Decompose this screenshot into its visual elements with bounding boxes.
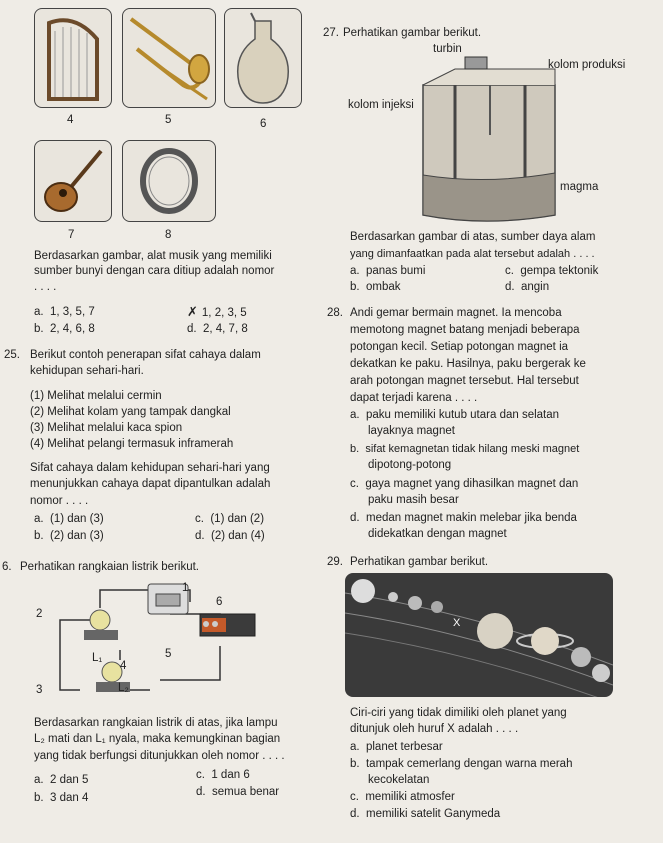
q29-option-a[interactable] xyxy=(350,740,443,754)
guitar-icon xyxy=(35,141,111,221)
q29-number: 29. xyxy=(327,556,343,568)
q24-option-d[interactable] xyxy=(187,322,248,336)
circuit-label-1: 1 xyxy=(182,582,189,594)
option-text: 2, 4, 7, 8 xyxy=(202,323,248,335)
bottle-picture xyxy=(224,8,302,108)
q28-option-a[interactable] xyxy=(350,408,559,422)
q26-title: Perhatikan rangkaian listrik berikut. xyxy=(20,561,199,573)
q25-stem-line2: menunjukkan cahaya dapat dipantulkan adalah xyxy=(30,478,271,490)
q29-option-b[interactable] xyxy=(350,757,572,771)
q28-line3: potongan kecil. Setiap potongan magnet ia xyxy=(350,341,569,353)
option-key: c. xyxy=(196,769,205,781)
option-text: memiliki satelit Ganymeda xyxy=(365,808,501,820)
option-key: c. xyxy=(350,791,359,803)
option-key: a. xyxy=(34,306,44,318)
q26-option-b[interactable] xyxy=(34,791,88,805)
picture-label-4: 4 xyxy=(67,114,74,126)
q26-stem-line3: yang tidak berfungsi ditunjukkan oleh nomor . . . . xyxy=(34,750,285,762)
q24-option-c[interactable] xyxy=(187,305,247,320)
q28-line2: memotong magnet batang menjadi beberapa xyxy=(350,324,580,336)
option-text: panas bumi xyxy=(365,265,426,277)
option-key: a. xyxy=(350,409,360,421)
q26-stem-line1: Berdasarkan rangkaian listrik di atas, jika lampu xyxy=(34,717,278,729)
option-text: gaya magnet yang dihasilkan magnet dan xyxy=(365,478,579,490)
option-text: 1, 3, 5, 7 xyxy=(49,306,95,318)
picture-label-8: 8 xyxy=(165,229,172,241)
circuit-label-L1: L₁ xyxy=(92,652,103,664)
q27-stem-line2: yang dimanfaatkan pada alat tersebut adalah . . . . xyxy=(350,248,595,260)
q27-title: Perhatikan gambar berikut. xyxy=(343,27,482,39)
option-key: a. xyxy=(350,741,360,753)
option-text: (1) dan (2) xyxy=(210,513,265,525)
circuit-label-4: 4 xyxy=(120,660,127,672)
planet-x-label: X xyxy=(453,617,461,629)
solar-system-picture xyxy=(345,573,613,697)
option-text: gempa tektonik xyxy=(520,265,599,277)
q26-number: 6. xyxy=(2,561,12,573)
q24-option-a[interactable] xyxy=(34,305,95,319)
q27-stem-line1: Berdasarkan gambar di atas, sumber daya alam xyxy=(350,231,596,243)
tambourine-icon xyxy=(123,141,215,221)
option-key: a. xyxy=(350,265,360,277)
q25-stem-line1: Sifat cahaya dalam kehidupan sehari-hari yang xyxy=(30,462,270,474)
q24-option-b[interactable] xyxy=(34,322,95,336)
circuit-label-6: 6 xyxy=(216,596,223,608)
q25-item-2: (2) Melihat kolam yang tampak dangkal xyxy=(30,406,231,418)
q28-option-c-cont: paku masih besar xyxy=(368,494,459,506)
q26-option-a[interactable] xyxy=(34,773,88,787)
label-kolom-produksi: kolom produksi xyxy=(548,59,626,71)
q29-stem-line1: Ciri-ciri yang tidak dimiliki oleh planet yang xyxy=(350,707,567,719)
q29-option-c[interactable] xyxy=(350,790,455,804)
bottle-icon xyxy=(225,9,301,107)
option-text: (2) dan (3) xyxy=(49,530,104,542)
option-key: c. xyxy=(350,478,359,490)
q25-option-d[interactable] xyxy=(195,529,265,543)
q28-line4: dekatkan ke paku. Hasilnya, paku bergerak ke xyxy=(350,358,586,370)
q24-stem-line3: . . . . xyxy=(34,281,57,293)
q25-item-4: (4) Melihat pelangi termasuk inframerah xyxy=(30,438,234,450)
circuit-label-3: 3 xyxy=(36,684,43,696)
option-key: d. xyxy=(196,786,206,798)
q28-line5: arah potongan magnet tersebut. Hal tersebut xyxy=(350,375,579,387)
q29-option-b-cont: kecokelatan xyxy=(368,774,430,786)
q29-title: Perhatikan gambar berikut. xyxy=(350,556,489,568)
q27-option-c[interactable] xyxy=(505,264,598,278)
option-key: b. xyxy=(350,281,360,293)
q26-stem-line2: L₂ mati dan L₁ nyala, maka kemungkinan bagian xyxy=(34,733,281,745)
harp-picture xyxy=(34,8,112,108)
q28-line6: dapat terjadi karena . . . . xyxy=(350,392,478,404)
q28-option-d[interactable] xyxy=(350,511,577,525)
option-key: d. xyxy=(505,281,515,293)
option-key: b. xyxy=(350,758,360,770)
option-key: c. xyxy=(195,513,204,525)
q28-option-c[interactable] xyxy=(350,477,578,491)
option-text: (2) dan (4) xyxy=(210,530,265,542)
option-text: medan magnet makin melebar jika benda xyxy=(365,512,577,524)
q27-option-a[interactable] xyxy=(350,264,425,278)
option-text: 3 dan 4 xyxy=(49,792,89,804)
guitar-picture xyxy=(34,140,112,222)
option-key: a. xyxy=(34,513,44,525)
q28-line1: Andi gemar bermain magnet. Ia mencoba xyxy=(350,307,562,319)
q27-option-d[interactable] xyxy=(505,280,549,294)
option-key: b. xyxy=(34,530,44,542)
label-magma: magma xyxy=(560,181,599,193)
label-turbin: turbin xyxy=(433,43,462,55)
q29-option-d[interactable] xyxy=(350,807,500,821)
option-key: a. xyxy=(34,774,44,786)
option-key: b. xyxy=(350,443,360,455)
option-text: memiliki atmosfer xyxy=(365,791,455,803)
tambourine-picture xyxy=(122,140,216,222)
option-text: (1) dan (3) xyxy=(49,513,104,525)
q29-stem-line2: ditunjuk oleh huruf X adalah . . . . xyxy=(350,723,519,735)
picture-label-5: 5 xyxy=(165,114,172,126)
label-kolom-injeksi: kolom injeksi xyxy=(348,99,414,111)
trombone-picture xyxy=(122,8,216,108)
option-text: angin xyxy=(520,281,550,293)
q25-option-b[interactable] xyxy=(34,529,104,543)
circuit-label-2: 2 xyxy=(36,608,43,620)
trombone-icon xyxy=(123,9,215,107)
q25-option-c[interactable] xyxy=(195,512,264,526)
option-text: planet terbesar xyxy=(365,741,443,753)
q25-line2: kehidupan sehari-hari. xyxy=(30,365,144,377)
option-key: b. xyxy=(34,323,44,335)
circuit-diagram xyxy=(30,580,310,710)
q25-item-1: (1) Melihat melalui cermin xyxy=(30,390,162,402)
q28-option-a-cont: layaknya magnet xyxy=(368,425,455,437)
q25-line1: Berikut contoh penerapan sifat cahaya dalam xyxy=(30,349,261,361)
option-key: d. xyxy=(195,530,205,542)
q25-item-3: (3) Melihat melalui kaca spion xyxy=(30,422,183,434)
option-text: sifat kemagnetan tidak hilang meski magnet xyxy=(365,443,580,455)
q24-stem-line2: sumber bunyi dengan cara ditiup adalah nomor xyxy=(34,265,275,277)
circuit-label-5: 5 xyxy=(165,648,172,660)
option-key: d. xyxy=(350,808,360,820)
option-text: 2, 4, 6, 8 xyxy=(49,323,95,335)
harp-icon xyxy=(35,9,111,107)
option-key: b. xyxy=(34,792,44,804)
geothermal-diagram xyxy=(415,55,565,225)
option-key: d. xyxy=(187,323,197,335)
q25-option-a[interactable] xyxy=(34,512,104,526)
q28-option-b[interactable] xyxy=(350,442,579,456)
picture-label-6: 6 xyxy=(260,118,267,130)
q25-stem-line3: nomor . . . . xyxy=(30,495,89,507)
q27-option-b[interactable] xyxy=(350,280,401,294)
q28-option-b-cont: dipotong-potong xyxy=(368,459,452,471)
q28-option-d-cont: didekatkan dengan magnet xyxy=(368,528,507,540)
option-text: 1, 2, 3, 5 xyxy=(201,307,247,319)
q28-number: 28. xyxy=(327,307,343,319)
option-text: tampak cemerlang dengan warna merah xyxy=(365,758,573,770)
circuit-label-L2: L₂ xyxy=(118,682,129,694)
q26-option-d[interactable] xyxy=(196,785,279,799)
picture-label-7: 7 xyxy=(68,229,75,241)
option-text: paku memiliki kutub utara dan selatan xyxy=(365,409,560,421)
q25-number: 25. xyxy=(4,349,20,361)
check-mark-icon: ✗ xyxy=(187,304,198,319)
option-key: d. xyxy=(350,512,360,524)
option-text: 1 dan 6 xyxy=(211,769,250,781)
q26-option-c[interactable] xyxy=(196,768,250,782)
option-text: semua benar xyxy=(211,786,280,798)
option-text: ombak xyxy=(365,281,401,293)
option-key: c. xyxy=(505,265,514,277)
planets-icon xyxy=(345,573,613,697)
option-text: 2 dan 5 xyxy=(49,774,89,786)
q27-number: 27. xyxy=(323,27,339,39)
q24-stem-line1: Berdasarkan gambar, alat musik yang memiliki xyxy=(34,250,272,262)
